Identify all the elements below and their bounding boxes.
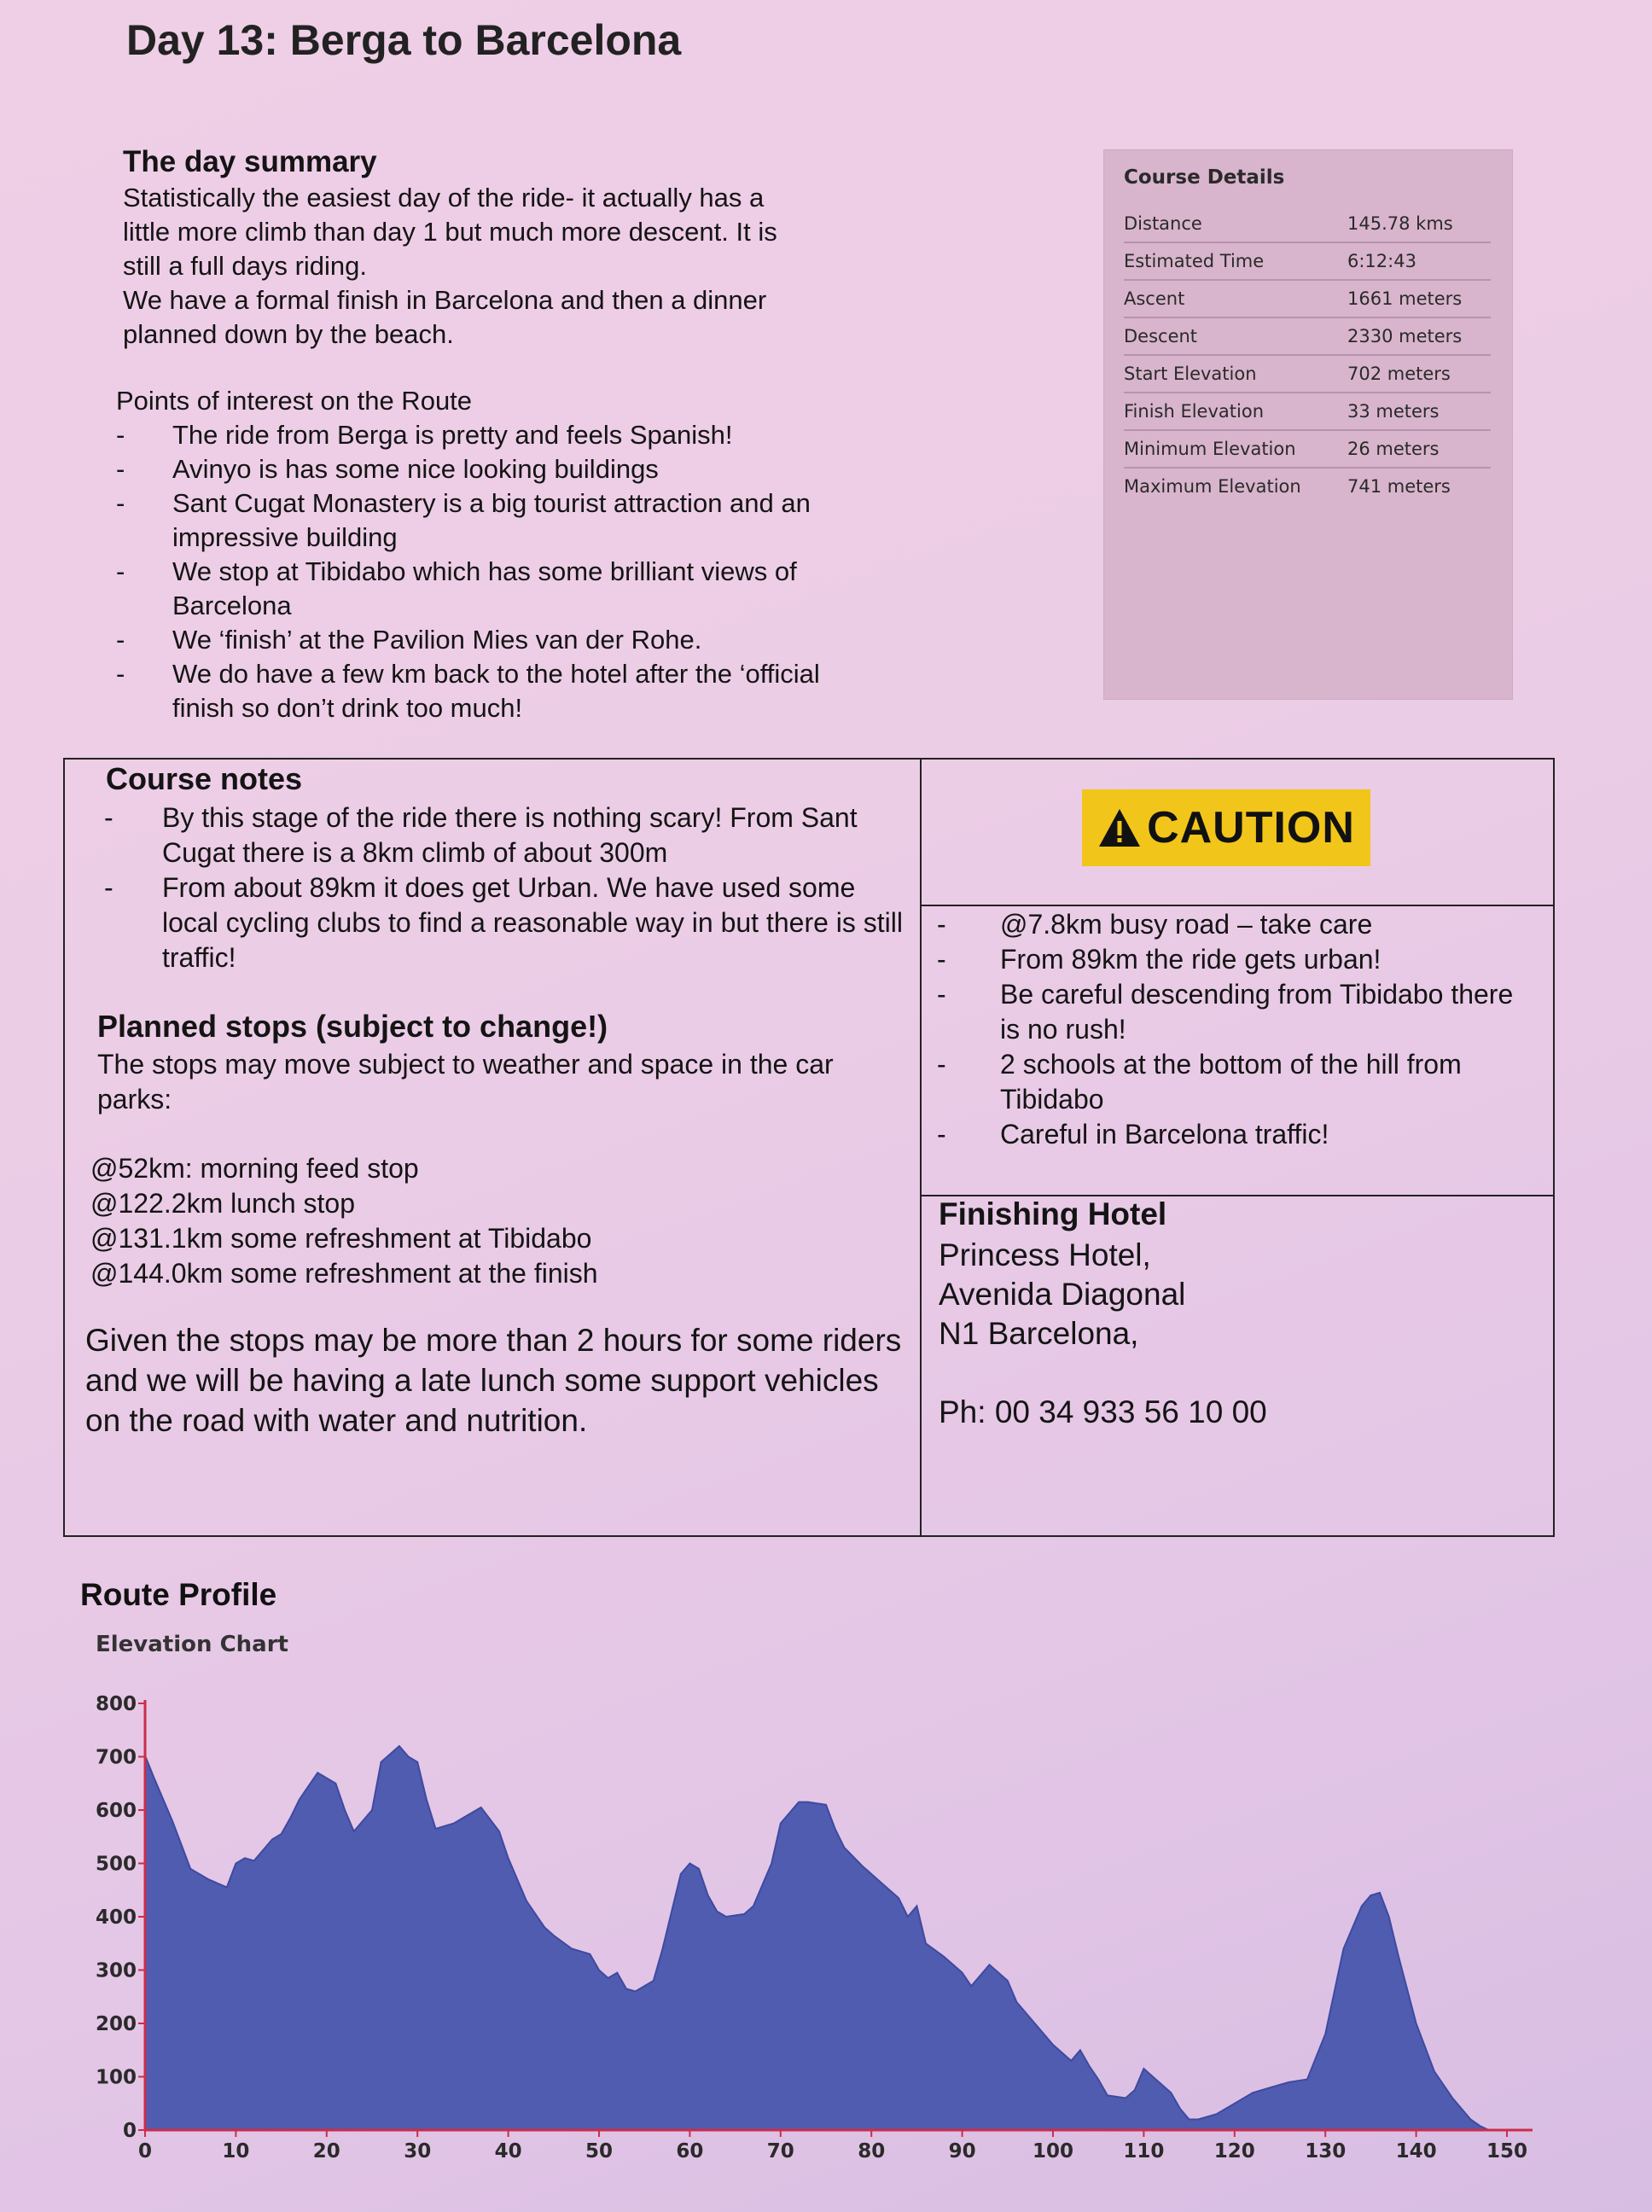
caution-list: [937, 907, 1534, 1152]
x-tick-label: 10: [222, 2140, 250, 2163]
warning-triangle-icon: [1097, 807, 1142, 848]
detail-label: Maximum Elevation: [1124, 476, 1301, 497]
elevation-area: [145, 1746, 1489, 2130]
summary-line: We have a formal finish in Barcelona and then a dinner: [123, 285, 767, 315]
planned-stop: @122.2km lunch stop: [90, 1188, 355, 1219]
y-tick-label: 200: [95, 2013, 137, 2035]
x-tick-label: 110: [1123, 2140, 1165, 2163]
detail-value: 2330 meters: [1347, 326, 1463, 346]
x-tick-label: 80: [858, 2140, 886, 2163]
poi-item: - We ‘finish’ at the Pavilion Mies van der Rohe.: [116, 623, 884, 657]
caution-divider: [920, 905, 1555, 906]
x-tick-label: 100: [1032, 2140, 1074, 2163]
course-detail-row: [1124, 243, 1491, 281]
x-tick-label: 90: [948, 2140, 976, 2163]
planned-stop: @52km: morning feed stop: [90, 1153, 419, 1184]
caution-item: - Be careful descending from Tibidabo there is no rush!: [937, 977, 1534, 1047]
y-tick-label: 500: [95, 1853, 137, 1876]
y-tick-label: 100: [95, 2066, 137, 2089]
poi-heading: Points of interest on the Route: [116, 386, 473, 416]
x-tick-label: 70: [766, 2140, 794, 2163]
page-title: Day 13: Berga to Barcelona: [126, 16, 682, 64]
y-tick-label: 800: [95, 1693, 137, 1715]
hotel-address-line: Avenida Diagonal: [939, 1277, 1186, 1312]
caution-notes: [937, 907, 1534, 1152]
y-tick-label: 300: [95, 1959, 137, 1982]
detail-value: 1661 meters: [1347, 288, 1463, 309]
course-notes: [85, 758, 905, 1441]
course-notes-list: [85, 800, 905, 975]
elevation-chart: [0, 1673, 1652, 2212]
detail-value: 33 meters: [1347, 401, 1440, 422]
x-tick-label: 40: [494, 2140, 522, 2163]
course-details-table: [1124, 206, 1491, 504]
course-details-panel: [1103, 149, 1513, 700]
detail-label: Distance: [1124, 213, 1202, 234]
poi-item: - Avinyo is has some nice looking buildings: [116, 452, 884, 486]
y-tick-label: 600: [95, 1800, 137, 1822]
detail-label: Minimum Elevation: [1124, 439, 1296, 459]
course-detail-row: [1124, 393, 1491, 431]
course-detail-row: [1124, 356, 1491, 393]
course-detail-row: [1124, 206, 1491, 243]
hotel-address-line: Princess Hotel,: [939, 1237, 1151, 1272]
detail-label: Ascent: [1124, 288, 1185, 309]
course-notes-heading: Course notes: [106, 761, 303, 796]
summary-line: still a full days riding.: [123, 251, 368, 281]
planned-stop: @144.0km some refreshment at the finish: [90, 1258, 598, 1289]
x-tick-label: 140: [1395, 2140, 1437, 2163]
y-tick-label: 400: [95, 1906, 137, 1929]
course-note-item: - From about 89km it does get Urban. We have used some local cycling clubs to find a reasonable way in but there is still traffic!: [85, 870, 905, 975]
x-tick-label: 50: [585, 2140, 614, 2163]
caution-item: - 2 schools at the bottom of the hill from Tibidabo: [937, 1047, 1534, 1117]
course-details-title: Course Details: [1124, 166, 1285, 189]
caution-item: - Careful in Barcelona traffic!: [937, 1117, 1534, 1152]
course-detail-row: [1124, 431, 1491, 469]
x-tick-label: 0: [137, 2140, 153, 2163]
poi-item: - Sant Cugat Monastery is a big tourist attraction and an impressive building: [116, 486, 884, 555]
detail-value: 702 meters: [1347, 364, 1451, 384]
planned-stops-intro: The stops may move subject to weather and space in the car parks:: [97, 1049, 834, 1115]
planned-stops-heading: Planned stops (subject to change!): [97, 1009, 608, 1044]
detail-label: Start Elevation: [1124, 364, 1257, 384]
poi-list: [116, 418, 884, 725]
summary-line: planned down by the beach.: [123, 319, 454, 349]
y-tick-label: 700: [95, 1746, 137, 1769]
x-tick-label: 30: [404, 2140, 432, 2163]
detail-label: Descent: [1124, 326, 1198, 346]
detail-label: Finish Elevation: [1124, 401, 1265, 422]
chart-plot-area: [96, 1693, 1533, 2163]
caution-label: CAUTION: [1147, 803, 1355, 853]
summary-line: little more climb than day 1 but much more descent. It is: [123, 217, 777, 247]
y-tick-label: 0: [122, 2120, 137, 2142]
notes-column-divider: [920, 758, 922, 1537]
caution-item: - @7.8km busy road – take care: [937, 907, 1534, 942]
x-tick-label: 60: [676, 2140, 704, 2163]
x-tick-label: 20: [312, 2140, 340, 2163]
poi-item: - The ride from Berga is pretty and feels Spanish!: [116, 418, 884, 452]
hotel-address-line: N1 Barcelona,: [939, 1316, 1139, 1351]
detail-value: 741 meters: [1347, 476, 1451, 497]
course-detail-row: [1124, 318, 1491, 356]
detail-value: 145.78 kms: [1347, 213, 1453, 234]
detail-label: Estimated Time: [1124, 251, 1265, 271]
route-profile-heading: Route Profile: [80, 1577, 277, 1612]
course-detail-row: [1124, 281, 1491, 318]
summary-line: Statistically the easiest day of the ride- it actually has a: [123, 183, 765, 212]
hotel-phone: Ph: 00 34 933 56 10 00: [939, 1394, 1267, 1429]
poi-item: - We stop at Tibidabo which has some brilliant views of Barcelona: [116, 555, 884, 623]
x-tick-label: 120: [1213, 2140, 1255, 2163]
finishing-hotel: [939, 1193, 1536, 1432]
course-note-item: - By this stage of the ride there is nothing scary! From Sant Cugat there is a 8km climb of about 300m: [85, 800, 905, 870]
detail-value: 6:12:43: [1347, 251, 1416, 271]
summary-heading: The day summary: [123, 145, 377, 178]
caution-badge: [1082, 789, 1370, 866]
day-summary: [116, 143, 884, 725]
course-detail-row: [1124, 469, 1491, 504]
chart-title: Elevation Chart: [96, 1632, 288, 1657]
poi-item: - We do have a few km back to the hotel after the ‘official finish so don’t drink too much!: [116, 657, 884, 725]
planned-stops-footer: Given the stops may be more than 2 hours for some riders and we will be having a late lunch some support vehicles on the road with water and nutrition.: [85, 1323, 902, 1438]
caution-item: - From 89km the ride gets urban!: [937, 942, 1534, 977]
detail-value: 26 meters: [1347, 439, 1440, 459]
x-tick-label: 150: [1486, 2140, 1528, 2163]
planned-stops-list: [85, 1151, 905, 1291]
planned-stop: @131.1km some refreshment at Tibidabo: [90, 1223, 592, 1254]
hotel-heading: Finishing Hotel: [939, 1196, 1167, 1231]
x-tick-label: 130: [1305, 2140, 1347, 2163]
